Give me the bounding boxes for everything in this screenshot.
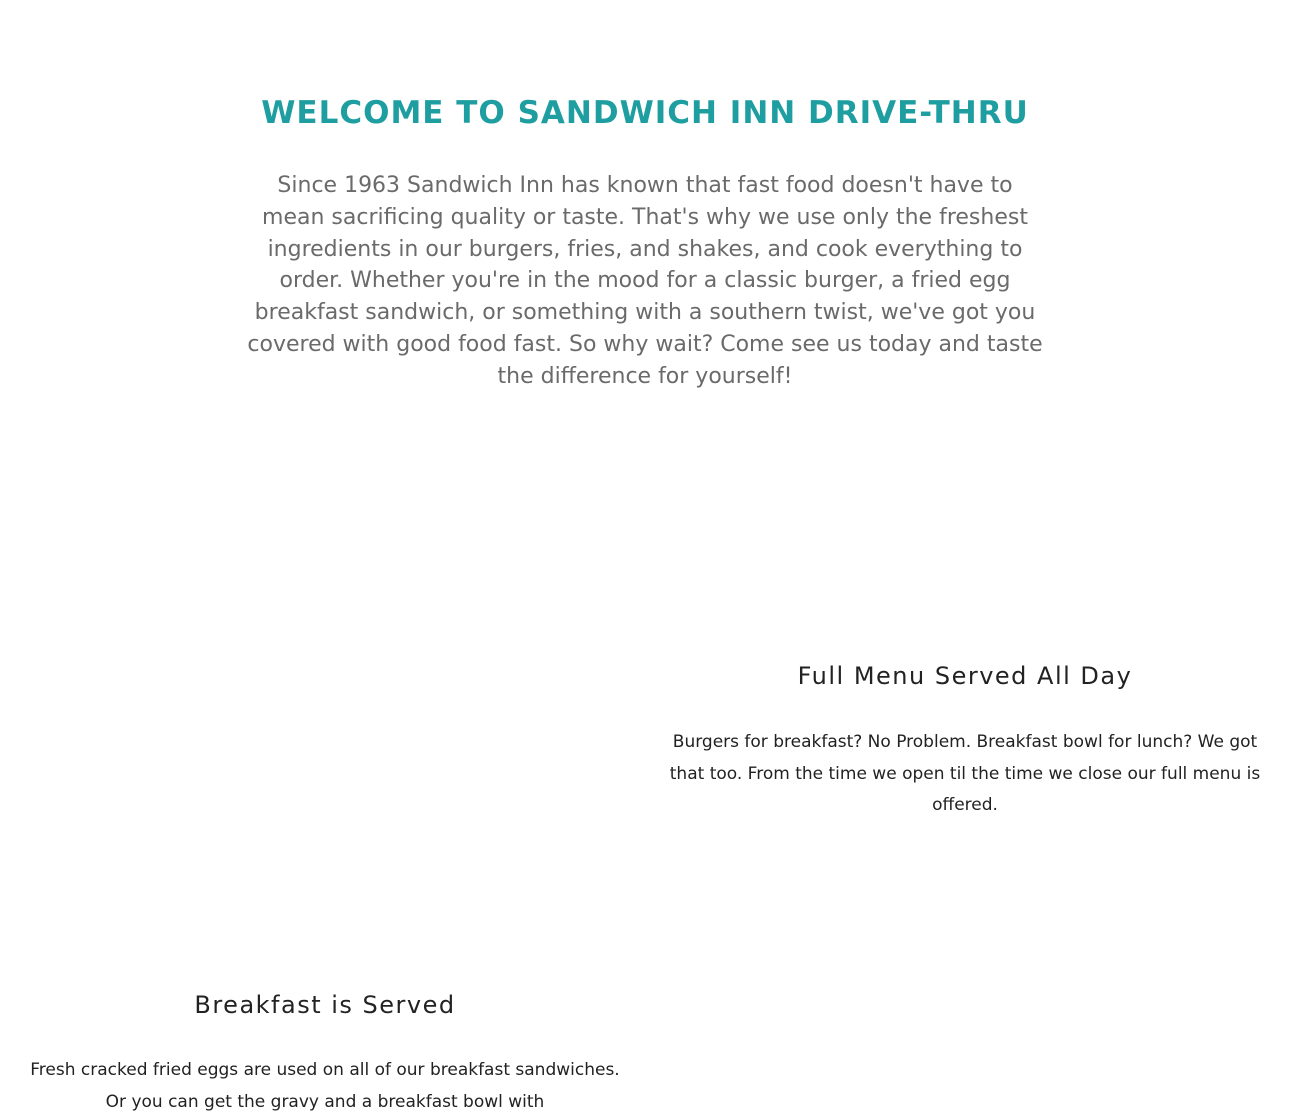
feature-title-full-menu: Full Menu Served All Day (797, 662, 1133, 690)
intro-paragraph: Since 1963 Sandwich Inn has known that fast food doesn't have to mean sacrificing quality or taste. That's why we use only the freshest ingredients in our burgers, fries, and shakes, and cook everything to order. Whether you're in the mood for a classic burger, a fried egg breakfast sandwich, or something with a southern twist, we've got you covered with good food fast. So why wait? Come see us today and taste the difference for yourself! (247, 173, 1043, 389)
feature-text-full-menu: Burgers for breakfast? No Problem. Breakfast bowl for lunch? We got that too. From the time we open til the time we close our full menu is offered. (669, 732, 1261, 815)
page-title: WELCOME TO SANDWICH INN DRIVE-THRU (261, 95, 1029, 131)
feature-title-breakfast: Breakfast is Served (194, 991, 456, 1019)
feature-text-breakfast: Fresh cracked fried eggs are used on all of our breakfast sandwiches. Or you can get the gravy and a breakfast bowl with (30, 1060, 620, 1112)
